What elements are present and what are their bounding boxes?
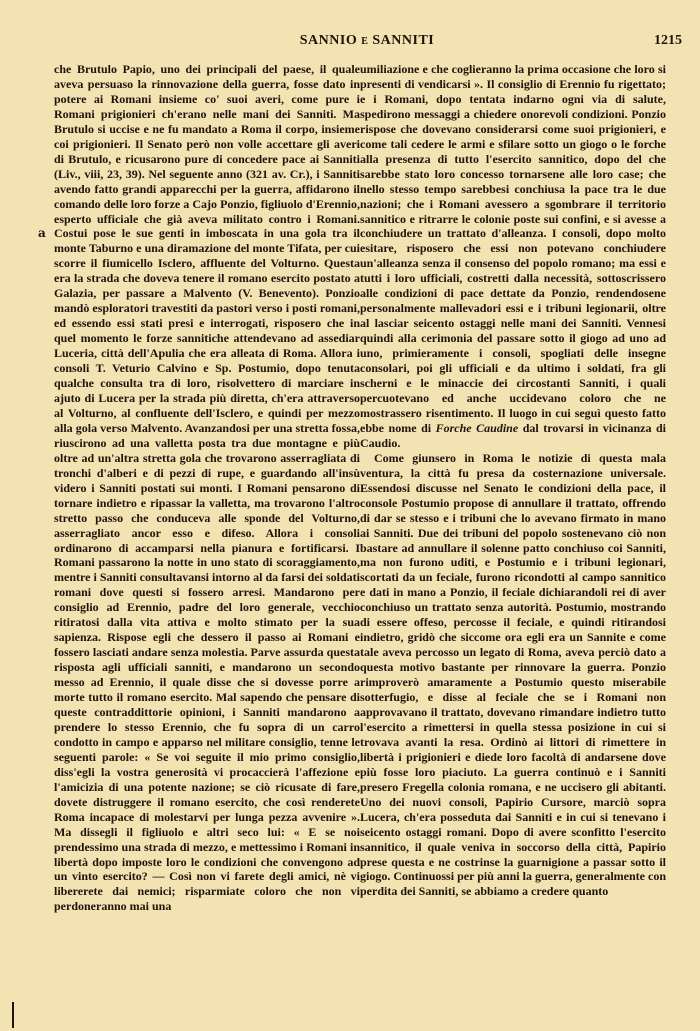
left-column (54, 62, 360, 914)
margin-mark: a (38, 226, 46, 240)
right-column-paragraph-2: Come giunsero in Roma le notizie di questa mala ventura, la città fu presa da costernazione universale. Essendosi discusse nel Senato le condizioni della pace, il console Postumio propose di annullare il trattato, offrendo di dar se stesso e i tribuni che lo avevano firmato in mano ai Sanniti. Due dei tribuni del popolo sostenevano ciò non bastare ad annullare il solenne patto conchiuso coi Sanniti, ma non furono uditi, e Postumio e i tribuni legionari, scortati da un feciale, furono ricondotti al campo sannitico e dati in mano a Ponzio, il feciale dichiarandoli rei di aver conchiuso un trattato senza autorità. Postumio, mostrando di essere offeso, percosse il feciale, e quindi ritirandosi indietro, gridò che siccome ora egli era un Sannite e come tale aveva percosso un legato di Roma, aveva perciò dato a questa motivo bastante per rinnovare la guerra. Ponzio rimproverò amaramente a Postumio questo miserabile sotterfugio, e disse al feciale che se i Romani non approvavano il trattato, dovevano rimandare indietro tutto l'esercito a rimettersi in quella stessa posizione in cui si trovava avanti la resa. Ordinò ai littori di rimettere in libertà i prigionieri e diede loro facoltà di andarsene dove più fosse loro piaciuto. La guerra continuò e i Sanniti presero Fregella colonia romana, e ne uccisero gli abitanti. Uno dei nuovi consoli, Papirio Cursore, marciò sopra Lucera, ch'era posseduta dai Sanniti e in cui si tenevano i seicento ostaggi romani. Dopo di avere sconfitto l'esercito sannitico, il quale veniva in soccorso della città, Papirio prese questa e ne costrinse la guarnigione a passar sotto il giogo. Continuossi per più anni la guerra, generalmente con perdita dei Sanniti, se abbiamo a credere quanto (360, 450, 666, 899)
paragraph-1-text: umiliazione e che coglieranno la prima occasione che loro si presenti di vendicarsi ». Il consiglio di Erennio fu rigettato; e i Romani, dopo tentata indarno ogni via di salute, spedirono messaggi a chiedere onorevoli condizioni. Ponzio rispose che dovevano considerarsi come suoi prigionieri, e come tali cedere le armi e sfilare sotto un giogo o le forche alla presenza di tutto l'esercito sannitico, dopo del che sarebbe stato loro concesso tornarsene alle loro case; che nello stesso tempo sarebbesi conchiusa la pace tra le due nazioni; che i Romani avessero a sgombrare il territorio sannitico e ritrarre le colonie poste sui confini, e si avesse a conchiudere un trattato d'alleanza. I consoli, dopo molto esitare, risposero che essi non potevano conchiudere un'alleanza senza il consenso del popolo romano; ma essi e tutti i loro ufficiali, costretti dalla necessità, sottoscrissero alle condizioni di pace dettate da Ponzio, rendendosene personalmente mallevadori essi e i tribuni legionarii, oltre al lasciar seicento ostaggi nelle mani dei Sanniti. Vennesi quindi alla cerimonia del passare sotto il giogo ad uno ad uno, primieramente i consoli, spogliati delle insegne consolari, poi gli ufficiali e da ultimo i soldati, fra gli scherni e le minaccie dei circostanti Sanniti, i quali percuotevano ed anche uccidevano coloro che ne mostrassero risentimento. Il luogo in cui seguì questo fatto ebbe nome di (360, 62, 666, 435)
forche-caudine-italic: Forche Caudine (435, 420, 519, 435)
running-title-ampersand: E (361, 36, 369, 47)
right-column-paragraph-1 (360, 62, 666, 451)
scan-edge-mark (12, 1002, 14, 1028)
page-number: 1215 (654, 33, 682, 48)
running-title (52, 33, 682, 49)
running-title-part-a: SANNIO (299, 33, 358, 48)
left-column-paragraph: che Brutulo Papio, uno dei principali del paese, il quale aveva persuaso la rinnovazione della guerra, fosse dato in potere ai Romani insieme co' suoi averi, come pure i Romani prigionieri ch'erano nelle mani dei Sanniti. Ma Brutulo si uccise e ne fu mandato a Roma il corpo, insieme coi prigionieri. Il Senato però non volle accettare gli averi di Brutulo, e ricusarono pure di concedere pace ai Sanniti (Liv., viii, 23, 39). Nel seguente anno (321 av. Cr.), i Sanniti avendo fatto grandi apparecchi per la guerra, affidarono il comando delle loro forze a Cajo Ponzio, figliuolo d'Erennio, esperto ufficiale che già aveva militato contro i Romani. Costui pose le sue genti in imboscata in una gola tra il monte Taburno e una diramazione del monte Tifata, per cui scorre il fiumicello Isclero, affluente del Volturno. Questa era la strada che doveva tenere il romano esercito postato a Galazia, per passare a Malvento (V. Benevento). Ponzio mandò esploratori travestiti da pastori verso i posti romani, ed essendo essi stati presi e interrogati, risposero che in quel momento le forze sannitiche attendevano ad assediar Luceria, città dell'Apulia che era alleata di Roma. Allora i consoli T. Veturio Calvino e Sp. Postumio, dopo tenuta qualche consulta tra di loro, risolvettero di marciare in ajuto di Lucera per la strada più diretta, ch'era attraverso al Volturno, al confluente dell'Isclero, e quindi per mezzo alla gola verso Malvento. Avanzandosi per una stretta fossa, riuscirono ad una valletta posta tra due montagne e più oltre ad un'altra stretta gola che trovarono asserragliata di tronchi d'alberi e di pezzi di rupe, e guardando all'insù videro i Sanniti postati sui monti. I Romani pensarono di tornare indietro e ripassar la valletta, ma trovarono l'altro stretto passo che conduceva alle sponde del Volturno, asserragliato ancor esso e difeso. Allora i consoli ordinarono di accamparsi nella pianura e fortificarsi. I Romani passarono la notte in uno stato di scoraggiamento, mentre i Sanniti consultavansi intorno al da farsi dei soldati romani dove questi si fossero arresi. Mandarono per consiglio ad Erennio, padre del loro generale, vecchio ritiratosi dalla vita attiva e molto stimato per la sua sapienza. Rispose egli che dessero il passo ai Romani e fossero lasciati andare senza molestia. Parve assurda questa risposta agli ufficiali sanniti, e mandarono un secondo messo ad Erennio, il quale disse che si dovesse porre a morte tutto il romano esercito. Mal sapendo che pensare di queste contraddittorie opinioni, i Sanniti mandarono a prendere lo stesso Erennio, che fu sopra di un carro condotto in campo e apparso nel militare consiglio, tenne le seguenti parole: « Se voi seguite il mio primo consiglio, diss'egli la vostra generosità vi procaccierà l'affezione e l'amicizia di una potente nazione; se ciò ricusate di fare, dovete distruggere il romano esercito, che così renderete Roma incapace di molestarvi per lunga pezza avvenire ». Ma dissegli il figliuolo e altri seco lui: « E se noi prendessimo una strada di mezzo, e mettessimo i Romani in libertà dopo imposte loro le condizioni che convengono ad un vinto esercito? — Così non vi farete degli amici, nè vi libererete dai nemici; risparmiate coloro che non vi perdoneranno mai una (54, 62, 360, 914)
running-title-part-b: SANNITI (372, 33, 435, 48)
paragraph-1-end: dal trovarsi in vicinanza di Caudio. (360, 420, 666, 450)
page-header (52, 33, 682, 55)
right-column (360, 62, 666, 899)
